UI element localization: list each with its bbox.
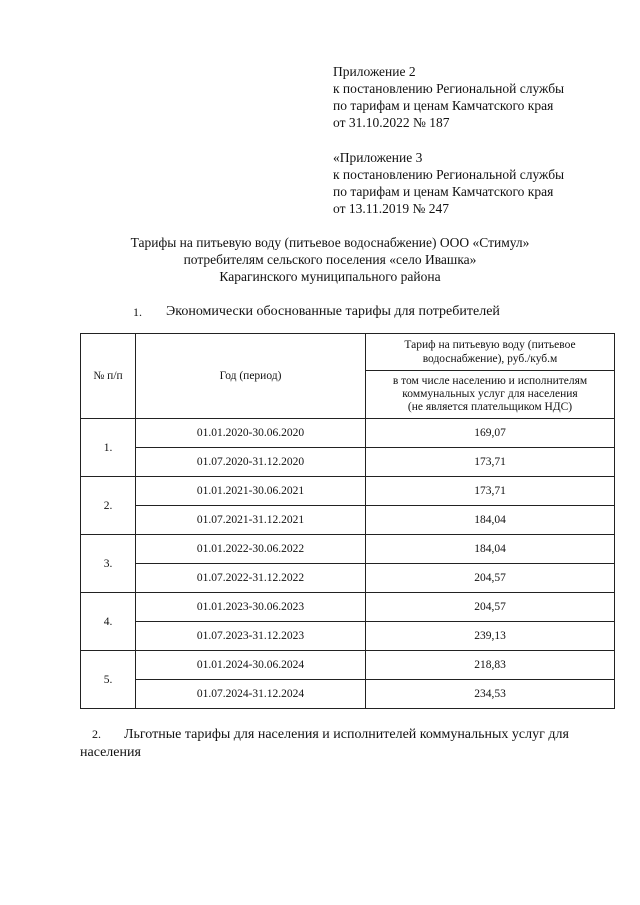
- appendix-line: по тарифам и ценам Камчатского края: [333, 184, 554, 199]
- table-row: [81, 564, 615, 593]
- row-number: 4.: [81, 593, 136, 651]
- row-number: 2.: [81, 477, 136, 535]
- appendix-3-header: [333, 149, 564, 217]
- tariff-cell: 184,04: [366, 506, 615, 535]
- section-text: Льготные тарифы для населения и исполнителей коммунальных услуг для населения: [80, 727, 569, 760]
- appendix-line: от 13.11.2019 № 247: [333, 201, 449, 216]
- period-cell: 01.07.2021-31.12.2021: [136, 506, 366, 535]
- section-number: 1.: [133, 305, 142, 319]
- header-sub-line: (не является плательщиком НДС): [407, 401, 573, 413]
- table-row: [81, 593, 615, 622]
- header-tariff: [366, 334, 615, 371]
- appendix-line: к постановлению Региональной службы: [333, 167, 565, 182]
- tariff-cell: 169,07: [366, 419, 615, 448]
- period-cell: 01.01.2023-30.06.2023: [136, 593, 366, 622]
- appendix-line: «Приложение 3: [333, 150, 423, 165]
- tariff-cell: 204,57: [366, 564, 615, 593]
- tariff-cell: 173,71: [366, 448, 615, 477]
- tariff-cell: 239,13: [366, 622, 615, 651]
- tariff-cell: 204,57: [366, 593, 615, 622]
- period-cell: 01.01.2021-30.06.2021: [136, 477, 366, 506]
- period-cell: 01.01.2024-30.06.2024: [136, 651, 366, 680]
- header-tariff-line: водоснабжение), руб./куб.м: [422, 353, 558, 365]
- period-cell: 01.07.2024-31.12.2024: [136, 680, 366, 709]
- tariff-cell: 173,71: [366, 477, 615, 506]
- row-number: 5.: [81, 651, 136, 709]
- header-sub-line: в том числе населению и исполнителям: [392, 375, 588, 387]
- period-cell: 01.01.2022-30.06.2022: [136, 535, 366, 564]
- table-row: [81, 622, 615, 651]
- header-period: Год (период): [136, 334, 366, 419]
- section-text: Экономически обоснованные тарифы для потребителей: [166, 304, 500, 319]
- section-number: 2.: [92, 727, 101, 741]
- period-cell: 01.07.2023-31.12.2023: [136, 622, 366, 651]
- appendix-2-header: [333, 63, 564, 131]
- row-number: 1.: [81, 419, 136, 477]
- appendix-line: от 31.10.2022 № 187: [333, 115, 450, 130]
- header-tariff-line: Тариф на питьевую воду (питьевое: [404, 339, 576, 351]
- appendix-line: по тарифам и ценам Камчатского края: [333, 98, 554, 113]
- period-cell: 01.07.2020-31.12.2020: [136, 448, 366, 477]
- table-row: [81, 477, 615, 506]
- document-title: [80, 234, 580, 285]
- table-row: [81, 535, 615, 564]
- section-2-heading: [80, 725, 620, 762]
- tariff-cell: 234,53: [366, 680, 615, 709]
- period-cell: 01.01.2020-30.06.2020: [136, 419, 366, 448]
- header-number: № п/п: [81, 334, 136, 419]
- table-row: [81, 448, 615, 477]
- period-cell: 01.07.2022-31.12.2022: [136, 564, 366, 593]
- table-row: [81, 419, 615, 448]
- header-sub-line: коммунальных услуг для населения: [402, 388, 578, 400]
- table-row: [81, 651, 615, 680]
- header-subtariff: [366, 371, 615, 419]
- title-line: потребителям сельского поселения «село Ивашка»: [183, 252, 477, 267]
- tariff-table: [80, 333, 615, 709]
- row-number: 3.: [81, 535, 136, 593]
- appendix-line: Приложение 2: [333, 64, 416, 79]
- tariff-cell: 218,83: [366, 651, 615, 680]
- title-line: Тарифы на питьевую воду (питьевое водоснабжение) ООО «Стимул»: [130, 235, 530, 250]
- tariff-cell: 184,04: [366, 535, 615, 564]
- title-line: Карагинского муниципального района: [219, 269, 441, 284]
- appendix-line: к постановлению Региональной службы: [333, 81, 565, 96]
- table-row: [81, 506, 615, 535]
- table-row: [81, 680, 615, 709]
